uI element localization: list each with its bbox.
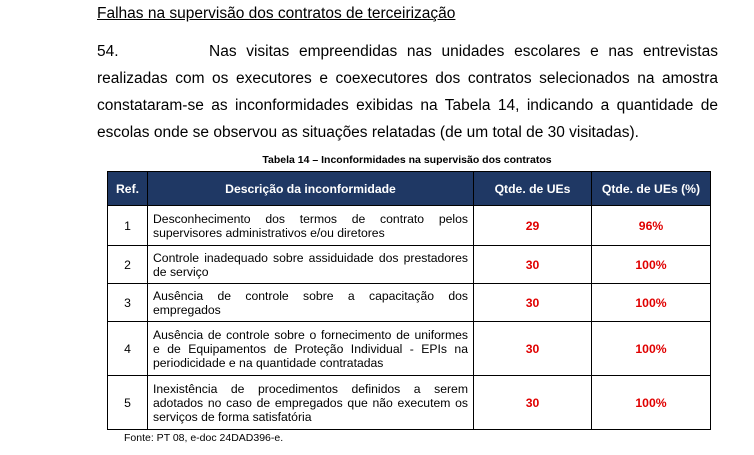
inconformidades-table	[107, 171, 711, 430]
table-row	[108, 246, 711, 284]
table-row	[108, 376, 711, 430]
table-row	[108, 206, 711, 246]
cell-description: Desconhecimento dos termos de contrato pelos supervisores administrativos e/ou diretores	[148, 206, 474, 246]
cell-description: Inexistência de procedimentos definidos a serem adotados no caso de empregados que não executem os serviços de forma satisfatória	[148, 376, 474, 430]
table-source: Fonte: PT 08, e-doc 24DAD396-e.	[124, 432, 284, 444]
cell-qty: 30	[474, 376, 592, 430]
cell-pct: 100%	[592, 376, 711, 430]
cell-pct: 100%	[592, 322, 711, 376]
cell-ref: 1	[108, 206, 148, 246]
table-caption: Tabela 14 – Inconformidades na supervisão dos contratos	[262, 154, 552, 166]
cell-pct: 100%	[592, 246, 711, 284]
cell-ref: 5	[108, 376, 148, 430]
table-row	[108, 322, 711, 376]
cell-ref: 3	[108, 284, 148, 322]
cell-description: Ausência de controle sobre o fornecimento de uniformes e de Equipamentos de Proteção Individual - EPIs na periodicidade e na quantidade contratadas	[148, 322, 474, 376]
cell-ref: 2	[108, 246, 148, 284]
paragraph-text: Nas visitas empreendidas nas unidades escolares e nas entrevistas realizadas com os executores e coexecutores dos contratos selecionados na amostra constataram-se as inconformidades exibidas na Tabela 14, indicando a quantidade de escolas onde se observou as situações relatadas (de um total de 30 visitadas).	[97, 43, 718, 141]
paragraph-54	[97, 38, 718, 146]
section-title: Falhas na supervisão dos contratos de terceirização	[97, 5, 456, 22]
cell-qty: 29	[474, 206, 592, 246]
table-header-row	[108, 172, 711, 206]
paragraph-number: 54.	[97, 43, 119, 60]
cell-pct: 100%	[592, 284, 711, 322]
header-qty: Qtde. de UEs	[474, 172, 592, 206]
cell-pct: 96%	[592, 206, 711, 246]
table-row	[108, 284, 711, 322]
header-pct: Qtde. de UEs (%)	[592, 172, 711, 206]
cell-qty: 30	[474, 322, 592, 376]
cell-description: Ausência de controle sobre a capacitação dos empregados	[148, 284, 474, 322]
header-description: Descrição da inconformidade	[148, 172, 474, 206]
cell-qty: 30	[474, 284, 592, 322]
cell-qty: 30	[474, 246, 592, 284]
header-ref: Ref.	[108, 172, 148, 206]
cell-ref: 4	[108, 322, 148, 376]
cell-description: Controle inadequado sobre assiduidade dos prestadores de serviço	[148, 246, 474, 284]
